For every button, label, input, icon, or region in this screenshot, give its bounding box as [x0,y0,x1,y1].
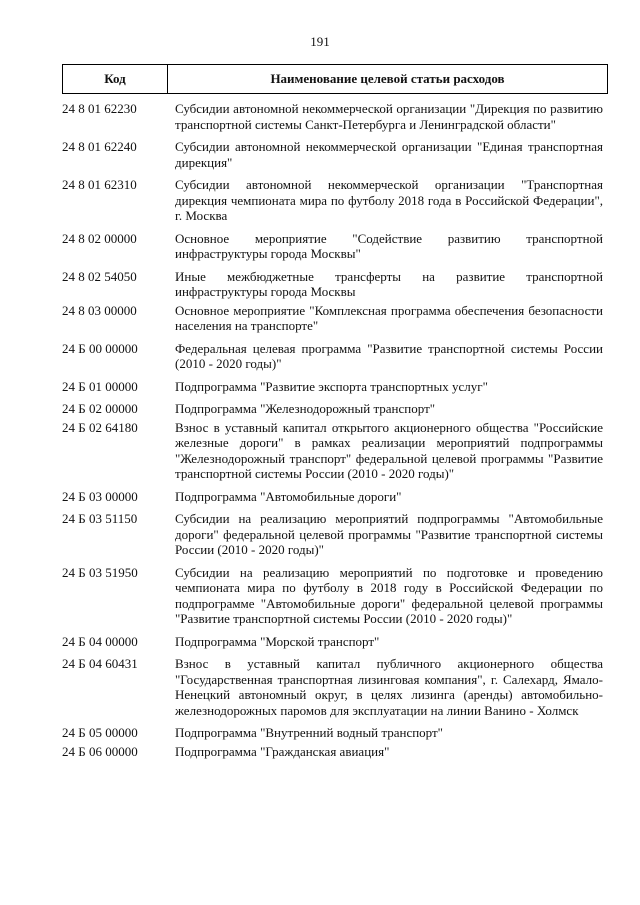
row-code: 24 8 01 62240 [62,139,137,154]
row-code: 24 Б 02 64180 [62,419,138,435]
row-code: 24 Б 04 00000 [62,633,138,649]
row-code: 24 Б 01 00000 [62,378,138,394]
header-code: Код [63,65,168,93]
row-code: 24 Б 03 51150 [62,511,138,526]
row-name: Субсидии автономной некоммерческой организации "Транспортная дирекция чемпионата мира по футболу 2018 года в Российской Федерации", г. Москва [175,177,603,223]
table-row [62,744,608,760]
table-row [62,101,608,132]
row-name: Субсидии на реализацию мероприятий подпрограммы "Автомобильные дороги" федеральной целевой программы "Развитие транспортной системы России (2010 - 2020 годы)" [175,511,603,557]
budget-table [62,64,608,766]
row-code: 24 Б 00 00000 [62,340,138,356]
row-name: Подпрограмма "Развитие экспорта транспортных услуг" [175,378,488,394]
header-name: Наименование целевой статьи расходов [270,71,505,86]
table-row [62,401,608,417]
row-name: Основное мероприятие "Содействие развитию транспортной инфраструктуры города Москвы" [175,230,603,261]
table-row [62,489,608,505]
row-code: 24 Б 03 00000 [62,488,138,504]
row-code: 24 8 03 00000 [62,302,137,318]
table-row [62,656,608,718]
row-name: Субсидии автономной некоммерческой организации "Дирекция по развитию транспортной системы Санкт-Петербурга и Ленинградской области" [175,101,603,132]
row-name: Подпрограмма "Морской транспорт" [175,633,380,649]
table-row [62,231,608,262]
row-name: Подпрограмма "Гражданская авиация" [175,743,390,759]
row-code: 24 Б 03 51950 [62,564,138,580]
table-row [62,634,608,650]
table-row [62,177,608,224]
row-name: Подпрограмма "Внутренний водный транспорт" [175,725,443,740]
row-code: 24 Б 06 00000 [62,743,138,759]
row-code: 24 Б 04 60431 [62,656,138,671]
table-header [62,64,608,94]
row-code: 24 8 01 62230 [62,101,137,116]
table-row [62,511,608,558]
table-row [62,379,608,395]
row-name: Подпрограмма "Автомобильные дороги" [175,488,402,504]
table-row [62,303,608,334]
row-code: 24 Б 02 00000 [62,401,138,416]
row-name: Федеральная целевая программа "Развитие транспортной системы России (2010 - 2020 годы)" [175,340,603,371]
table-row [62,269,608,300]
table-row [62,725,608,741]
table-row [62,420,608,482]
row-code: 24 Б 05 00000 [62,725,138,740]
row-code: 24 8 02 54050 [62,268,137,284]
row-name: Иные межбюджетные трансферты на развитие транспортной инфраструктуры города Москвы [175,268,603,299]
page-number: 191 [310,34,330,49]
row-name: Взнос в уставный капитал открытого акционерного общества "Российские железные дороги" в рамках реализации мероприятий подпрограммы "Железнодорожный транспорт" федеральной целевой программы "Развитие транспортной системы России (2010 - 2020 годы)" [175,419,603,481]
table-row [62,139,608,170]
table-row [62,341,608,372]
row-name: Основное мероприятие "Комплексная программа обеспечения безопасности населения на транспорте" [175,302,603,333]
row-name: Субсидии автономной некоммерческой организации "Единая транспортная дирекция" [175,139,603,170]
table-row [62,565,608,627]
row-code: 24 8 02 00000 [62,230,137,246]
row-code: 24 8 01 62310 [62,177,137,192]
row-name: Субсидии на реализацию мероприятий по подготовке и проведению чемпионата мира по футболу в 2018 году в Российской Федерации по подпрограмме "Автомобильные дороги" федеральной целевой программы "Развитие транспортной системы России (2010 - 2020 годы)" [175,564,603,626]
table-body [62,94,608,759]
row-name: Взнос в уставный капитал публичного акционерного общества "Государственная транспортная лизинговая компания", г. Салехард, Ямало-Ненецкий автономный округ, в целях лизинга (аренды) автомобильно-железнодорожных паромов для эксплуатации на линии Ванино - Холмск [175,656,603,718]
row-name: Подпрограмма "Железнодорожный транспорт" [175,401,436,416]
